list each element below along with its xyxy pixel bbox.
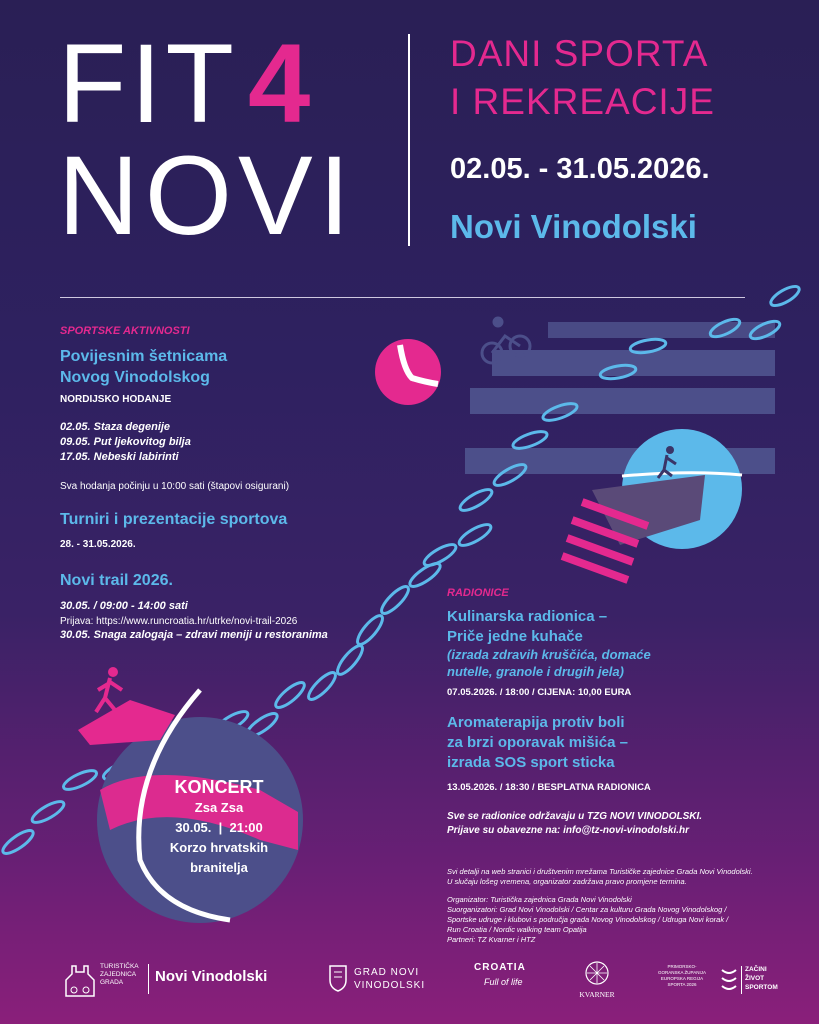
- tournaments-date: 28. - 31.05.2026.: [60, 539, 136, 550]
- trail-title: Novi trail 2026.: [60, 572, 173, 589]
- pgz-logo: PRIMORSKO- GORANSKA ŽUPANIJA EUROPSKA REGIJA SPORTA 2026: [658, 964, 706, 987]
- list-item: 17.05. Nebeski labirinti: [60, 451, 179, 463]
- details-note: Svi detalji na web stranici i društvenim mrežama Turističke zajednice Grada Novi Vinodolski. U slučaju lošeg vremena, organizator zadržava pravo promjene termina.: [447, 867, 753, 886]
- zacini-wave-icon: [720, 964, 738, 992]
- koncert-artist: Zsa Zsa: [194, 800, 244, 815]
- workshop-1-desc: (izrada zdravih kruščića, domaće nutelle, granole i drugih jela): [447, 647, 651, 679]
- title-four: 4: [247, 21, 315, 146]
- walks-title: Povijesnim šetnicama Novog Vinodolskog: [60, 348, 228, 386]
- trail-registration: Prijava: https://www.runcroatia.hr/utrke/novi-trail-2026: [60, 616, 298, 627]
- header-rule: [60, 297, 745, 298]
- event-dates: 02.05. - 31.05.2026.: [450, 153, 710, 185]
- workshop-1-title: Kulinarska radionica – Priče jedne kuhače: [447, 608, 608, 645]
- tz-logo-name: Novi Vinodolski: [155, 968, 268, 985]
- walks-subtitle: NORDIJSKO HODANJE: [60, 394, 172, 405]
- tz-crest-icon: [62, 960, 98, 998]
- list-item: 02.05. Staza degenije: [60, 421, 171, 433]
- workshop-2-title: Aromaterapija protiv boli za brzi oporavak mišića – izrada SOS sport sticka: [447, 714, 628, 771]
- walks-note: Sva hodanja počinju u 10:00 sati (štapovi osigurani): [60, 481, 290, 492]
- sport-section-label: SPORTSKE AKTIVNOSTI: [60, 325, 190, 337]
- event-city: Novi Vinodolski: [450, 208, 697, 245]
- pink-runner-icon: [96, 667, 122, 712]
- grad-crest-icon: [328, 964, 348, 992]
- tz-logo: TURISTIČKA ZAJEDNICA GRADA Novi Vinodolski: [62, 960, 282, 1000]
- list-item: 09.05. Put ljekovitog bilja: [60, 436, 191, 448]
- trail-food: 30.05. Snaga zalogaja – zdravi meniji u restoranima: [60, 629, 328, 641]
- header-divider: [408, 34, 410, 246]
- title-fit: FIT4: [58, 21, 315, 146]
- workshops-note: Sve se radionice održavaju u TZG NOVI VINODOLSKI. Prijave su obavezne na: info@tz-novi-vinodolski.hr: [447, 811, 703, 836]
- kvarner-logo: KVARNER: [572, 960, 622, 1000]
- organizers: Organizator: Turistička zajednica Grada Novi Vinodolski Suorganizatori: Grad Novi Vinodolski / Centar za kulturu Grada Novog Vinodolskog / Sportske udruge i klubovi s područja grada Novog Vinodolskog / Udruga Novi korak / Run Croatia / Nordic walking team Opatija Partneri: TZ Kvarner i HTZ: [447, 895, 729, 944]
- croatia-logo: CROATIA Full of life: [474, 962, 526, 987]
- koncert-datetime: 30.05. | 21:00: [175, 820, 263, 835]
- zacini-logo: ZAČINI ŽIVOT SPORTOM: [720, 962, 780, 998]
- grad-logo: GRAD NOVI VINODOLSKI: [328, 962, 438, 998]
- workshop-2-info: 13.05.2026. / 18:30 / BESPLATNA RADIONICA: [447, 782, 651, 793]
- koncert-block: [154, 776, 284, 878]
- koncert-title: KONCERT: [174, 777, 264, 797]
- trail-time: 30.05. / 09:00 - 14:00 sati: [60, 600, 188, 612]
- kvarner-flower-icon: [584, 960, 610, 986]
- tournaments-title: Turniri i prezentacije sportova: [60, 511, 288, 528]
- event-subtitle: DANI SPORTA I REKREACIJE: [450, 33, 715, 122]
- walks-list: [60, 420, 191, 465]
- workshop-1-info: 07.05.2026. / 18:00 / CIJENA: 10,00 EURA: [447, 687, 632, 698]
- koncert-place: Korzo hrvatskih branitelja: [169, 840, 269, 875]
- title-novi: NOVI: [58, 133, 356, 258]
- workshops-section-label: RADIONICE: [447, 587, 509, 599]
